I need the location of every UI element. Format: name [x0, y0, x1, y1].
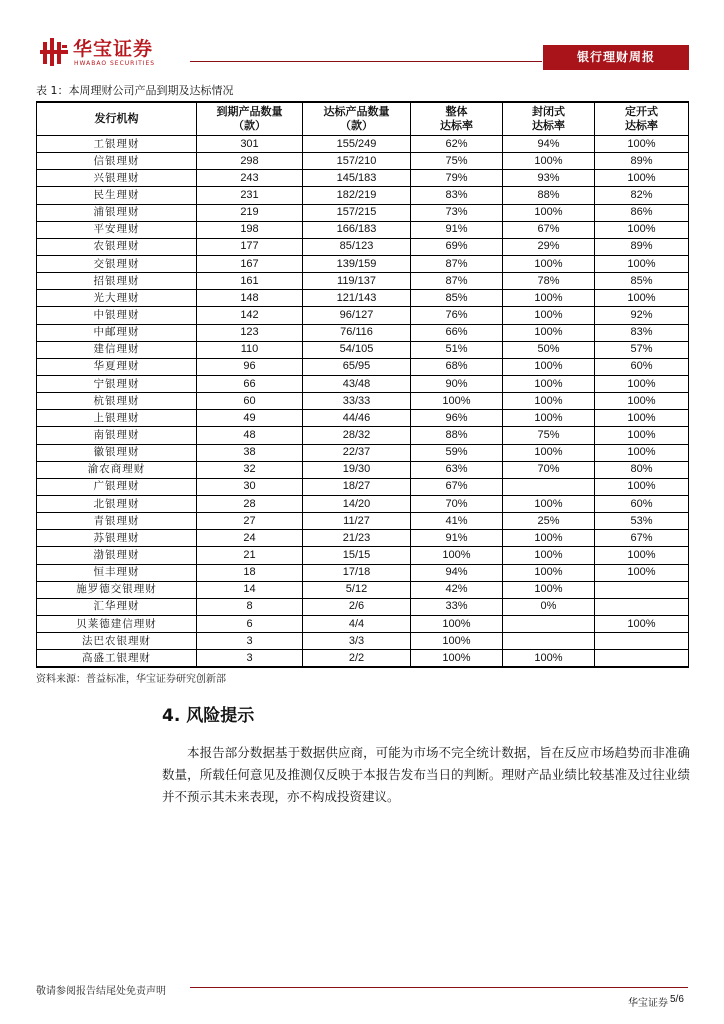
value-cell: 65/95: [303, 358, 411, 375]
value-cell: 3: [197, 633, 303, 650]
value-cell: 177: [197, 238, 303, 255]
value-cell: 100%: [503, 650, 595, 668]
value-cell: 94%: [411, 564, 503, 581]
value-cell: 73%: [411, 204, 503, 221]
institution-cell: 徽银理财: [37, 444, 197, 461]
value-cell: 148: [197, 290, 303, 307]
value-cell: 59%: [411, 444, 503, 461]
value-cell: 54/105: [303, 341, 411, 358]
value-cell: 123: [197, 324, 303, 341]
table-title: 表 1：本周理财公司产品到期及达标情况: [36, 84, 234, 97]
value-cell: [503, 633, 595, 650]
table-row: [37, 290, 689, 307]
value-cell: 3/3: [303, 633, 411, 650]
institution-cell: 平安理财: [37, 221, 197, 238]
company-logo: [40, 38, 170, 68]
institution-cell: 浦银理财: [37, 204, 197, 221]
institution-cell: 杭银理财: [37, 393, 197, 410]
value-cell: 78%: [503, 273, 595, 290]
table-row: [37, 530, 689, 547]
value-cell: 96%: [411, 410, 503, 427]
institution-cell: 工银理财: [37, 136, 197, 153]
table-row: [37, 204, 689, 221]
value-cell: [595, 581, 689, 598]
value-cell: 60%: [595, 358, 689, 375]
value-cell: 32: [197, 461, 303, 478]
table-header-row: [37, 102, 689, 136]
value-cell: 100%: [595, 255, 689, 272]
value-cell: 96: [197, 358, 303, 375]
header-divider: [190, 61, 542, 62]
value-cell: 89%: [595, 153, 689, 170]
table-row: [37, 513, 689, 530]
value-cell: 100%: [595, 393, 689, 410]
value-cell: 100%: [503, 495, 595, 512]
value-cell: 53%: [595, 513, 689, 530]
value-cell: 100%: [595, 564, 689, 581]
value-cell: 91%: [411, 530, 503, 547]
value-cell: 25%: [503, 513, 595, 530]
institution-cell: 施罗德交银理财: [37, 581, 197, 598]
value-cell: 21/23: [303, 530, 411, 547]
value-cell: 87%: [411, 273, 503, 290]
value-cell: 60%: [595, 495, 689, 512]
value-cell: 100%: [503, 290, 595, 307]
footer-divider: [190, 987, 688, 988]
table-row: [37, 221, 689, 238]
table-row: [37, 238, 689, 255]
value-cell: 100%: [595, 444, 689, 461]
value-cell: 33/33: [303, 393, 411, 410]
value-cell: 6: [197, 615, 303, 632]
value-cell: 94%: [503, 136, 595, 153]
value-cell: 48: [197, 427, 303, 444]
risk-paragraph: 本报告部分数据基于数据供应商，可能为市场不完全统计数据，旨在反应市场趋势而非准确数量，所载任何意见及推测仅反映于本报告发布当日的判断。理财产品业绩比较基准及过往业绩并不预示其未来表现，亦不构成投资建议。: [162, 745, 690, 804]
value-cell: 18: [197, 564, 303, 581]
institution-cell: 交银理财: [37, 255, 197, 272]
value-cell: 44/46: [303, 410, 411, 427]
value-cell: 83%: [595, 324, 689, 341]
value-cell: 50%: [503, 341, 595, 358]
institution-cell: 渤银理财: [37, 547, 197, 564]
institution-cell: 信银理财: [37, 153, 197, 170]
value-cell: 70%: [411, 495, 503, 512]
institution-cell: 宁银理财: [37, 375, 197, 392]
institution-cell: 汇华理财: [37, 598, 197, 615]
value-cell: 100%: [411, 615, 503, 632]
value-cell: 298: [197, 153, 303, 170]
value-cell: 100%: [503, 410, 595, 427]
value-cell: 142: [197, 307, 303, 324]
value-cell: 100%: [503, 547, 595, 564]
value-cell: 100%: [503, 375, 595, 392]
value-cell: 219: [197, 204, 303, 221]
value-cell: 96/127: [303, 307, 411, 324]
value-cell: 5/12: [303, 581, 411, 598]
value-cell: 15/15: [303, 547, 411, 564]
institution-cell: 招银理财: [37, 273, 197, 290]
value-cell: 100%: [411, 547, 503, 564]
value-cell: 100%: [503, 358, 595, 375]
value-cell: 157/210: [303, 153, 411, 170]
table-row: [37, 341, 689, 358]
column-header: 发行机构: [37, 102, 197, 136]
value-cell: 51%: [411, 341, 503, 358]
value-cell: [503, 615, 595, 632]
value-cell: 38: [197, 444, 303, 461]
institution-cell: 中邮理财: [37, 324, 197, 341]
table-row: [37, 495, 689, 512]
logo-text-cn: 华宝证券: [73, 38, 154, 60]
value-cell: 301: [197, 136, 303, 153]
value-cell: [503, 478, 595, 495]
table-row: [37, 410, 689, 427]
value-cell: 155/249: [303, 136, 411, 153]
institution-cell: 恒丰理财: [37, 564, 197, 581]
maturity-table: [36, 101, 689, 668]
value-cell: 67%: [503, 221, 595, 238]
value-cell: 100%: [503, 444, 595, 461]
table-row: [37, 358, 689, 375]
value-cell: 30: [197, 478, 303, 495]
value-cell: [595, 598, 689, 615]
table-row: [37, 650, 689, 668]
table-row: [37, 393, 689, 410]
table-source: 资料来源：普益标准，华宝证券研究创新部: [36, 674, 226, 685]
logo-text-en: HWABAO SECURITIES: [74, 60, 156, 67]
table-row: [37, 307, 689, 324]
value-cell: 100%: [411, 650, 503, 668]
table-row: [37, 136, 689, 153]
table-row: [37, 581, 689, 598]
value-cell: 110: [197, 341, 303, 358]
table-row: [37, 598, 689, 615]
value-cell: 83%: [411, 187, 503, 204]
value-cell: 157/215: [303, 204, 411, 221]
value-cell: 24: [197, 530, 303, 547]
value-cell: 100%: [595, 427, 689, 444]
value-cell: 4/4: [303, 615, 411, 632]
table-row: [37, 187, 689, 204]
value-cell: 75%: [503, 427, 595, 444]
table-row: [37, 444, 689, 461]
value-cell: 100%: [595, 136, 689, 153]
value-cell: 182/219: [303, 187, 411, 204]
value-cell: 2/6: [303, 598, 411, 615]
value-cell: 100%: [595, 478, 689, 495]
table-row: [37, 461, 689, 478]
value-cell: 3: [197, 650, 303, 668]
table-row: [37, 273, 689, 290]
institution-cell: 贝莱德建信理财: [37, 615, 197, 632]
institution-cell: 上银理财: [37, 410, 197, 427]
value-cell: 21: [197, 547, 303, 564]
table-row: [37, 547, 689, 564]
value-cell: 85/123: [303, 238, 411, 255]
value-cell: 60: [197, 393, 303, 410]
value-cell: 19/30: [303, 461, 411, 478]
value-cell: 91%: [411, 221, 503, 238]
institution-cell: 民生理财: [37, 187, 197, 204]
value-cell: 8: [197, 598, 303, 615]
value-cell: 62%: [411, 136, 503, 153]
value-cell: 57%: [595, 341, 689, 358]
value-cell: 85%: [411, 290, 503, 307]
value-cell: 41%: [411, 513, 503, 530]
value-cell: 100%: [503, 204, 595, 221]
value-cell: 88%: [503, 187, 595, 204]
table-row: [37, 564, 689, 581]
value-cell: 80%: [595, 461, 689, 478]
value-cell: 68%: [411, 358, 503, 375]
value-cell: 86%: [595, 204, 689, 221]
page-number: 5/6: [670, 994, 684, 1005]
value-cell: 100%: [595, 615, 689, 632]
value-cell: 11/27: [303, 513, 411, 530]
value-cell: 100%: [595, 221, 689, 238]
value-cell: 100%: [503, 324, 595, 341]
column-header: 定开式 达标率: [595, 102, 689, 136]
institution-cell: 兴银理财: [37, 170, 197, 187]
value-cell: 75%: [411, 153, 503, 170]
institution-cell: 建信理财: [37, 341, 197, 358]
value-cell: 67%: [411, 478, 503, 495]
value-cell: 100%: [411, 633, 503, 650]
value-cell: 231: [197, 187, 303, 204]
table-body: [37, 136, 689, 668]
value-cell: 42%: [411, 581, 503, 598]
value-cell: 100%: [503, 153, 595, 170]
value-cell: 161: [197, 273, 303, 290]
table-row: [37, 255, 689, 272]
value-cell: 100%: [411, 393, 503, 410]
value-cell: [595, 633, 689, 650]
value-cell: 49: [197, 410, 303, 427]
table-row: [37, 633, 689, 650]
footer-disclaimer: 敬请参阅报告结尾处免责声明: [36, 986, 166, 997]
institution-cell: 高盛工银理财: [37, 650, 197, 668]
value-cell: 63%: [411, 461, 503, 478]
value-cell: 18/27: [303, 478, 411, 495]
table-row: [37, 375, 689, 392]
column-header: 封闭式 达标率: [503, 102, 595, 136]
column-header: 到期产品数量 （款）: [197, 102, 303, 136]
report-type-tag: 银行理财周报: [543, 45, 689, 70]
institution-cell: 华夏理财: [37, 358, 197, 375]
value-cell: 85%: [595, 273, 689, 290]
value-cell: 70%: [503, 461, 595, 478]
value-cell: 100%: [503, 564, 595, 581]
value-cell: 90%: [411, 375, 503, 392]
value-cell: 43/48: [303, 375, 411, 392]
table-row: [37, 615, 689, 632]
value-cell: 198: [197, 221, 303, 238]
table-row: [37, 478, 689, 495]
institution-cell: 广银理财: [37, 478, 197, 495]
footer-company: 华宝证券: [628, 998, 668, 1009]
table-row: [37, 427, 689, 444]
value-cell: 2/2: [303, 650, 411, 668]
value-cell: 100%: [595, 410, 689, 427]
value-cell: 69%: [411, 238, 503, 255]
institution-cell: 渝农商理财: [37, 461, 197, 478]
value-cell: 14: [197, 581, 303, 598]
value-cell: 119/137: [303, 273, 411, 290]
value-cell: [595, 650, 689, 668]
institution-cell: 农银理财: [37, 238, 197, 255]
value-cell: 0%: [503, 598, 595, 615]
institution-cell: 中银理财: [37, 307, 197, 324]
value-cell: 100%: [595, 290, 689, 307]
value-cell: 14/20: [303, 495, 411, 512]
value-cell: 17/18: [303, 564, 411, 581]
institution-cell: 法巴农银理财: [37, 633, 197, 650]
institution-cell: 青银理财: [37, 513, 197, 530]
value-cell: 100%: [503, 393, 595, 410]
institution-cell: 南银理财: [37, 427, 197, 444]
institution-cell: 北银理财: [37, 495, 197, 512]
value-cell: 100%: [595, 375, 689, 392]
value-cell: 167: [197, 255, 303, 272]
institution-cell: 苏银理财: [37, 530, 197, 547]
column-header: 达标产品数量 （款）: [303, 102, 411, 136]
value-cell: 66: [197, 375, 303, 392]
value-cell: 66%: [411, 324, 503, 341]
table-row: [37, 170, 689, 187]
value-cell: 67%: [595, 530, 689, 547]
table-row: [37, 324, 689, 341]
value-cell: 100%: [503, 307, 595, 324]
institution-cell: 光大理财: [37, 290, 197, 307]
value-cell: 76%: [411, 307, 503, 324]
value-cell: 82%: [595, 187, 689, 204]
value-cell: 243: [197, 170, 303, 187]
value-cell: 76/116: [303, 324, 411, 341]
value-cell: 28: [197, 495, 303, 512]
value-cell: 79%: [411, 170, 503, 187]
value-cell: 166/183: [303, 221, 411, 238]
value-cell: 87%: [411, 255, 503, 272]
value-cell: 28/32: [303, 427, 411, 444]
table-row: [37, 153, 689, 170]
value-cell: 93%: [503, 170, 595, 187]
value-cell: 27: [197, 513, 303, 530]
value-cell: 33%: [411, 598, 503, 615]
value-cell: 100%: [503, 255, 595, 272]
value-cell: 88%: [411, 427, 503, 444]
value-cell: 121/143: [303, 290, 411, 307]
column-header: 整体 达标率: [411, 102, 503, 136]
value-cell: 92%: [595, 307, 689, 324]
value-cell: 100%: [503, 581, 595, 598]
hwabao-logo-icon: [40, 38, 68, 66]
value-cell: 100%: [595, 547, 689, 564]
value-cell: 29%: [503, 238, 595, 255]
section-heading: 4. 风险提示: [162, 706, 255, 726]
value-cell: 139/159: [303, 255, 411, 272]
value-cell: 89%: [595, 238, 689, 255]
value-cell: 100%: [503, 530, 595, 547]
value-cell: 22/37: [303, 444, 411, 461]
value-cell: 145/183: [303, 170, 411, 187]
value-cell: 100%: [595, 170, 689, 187]
